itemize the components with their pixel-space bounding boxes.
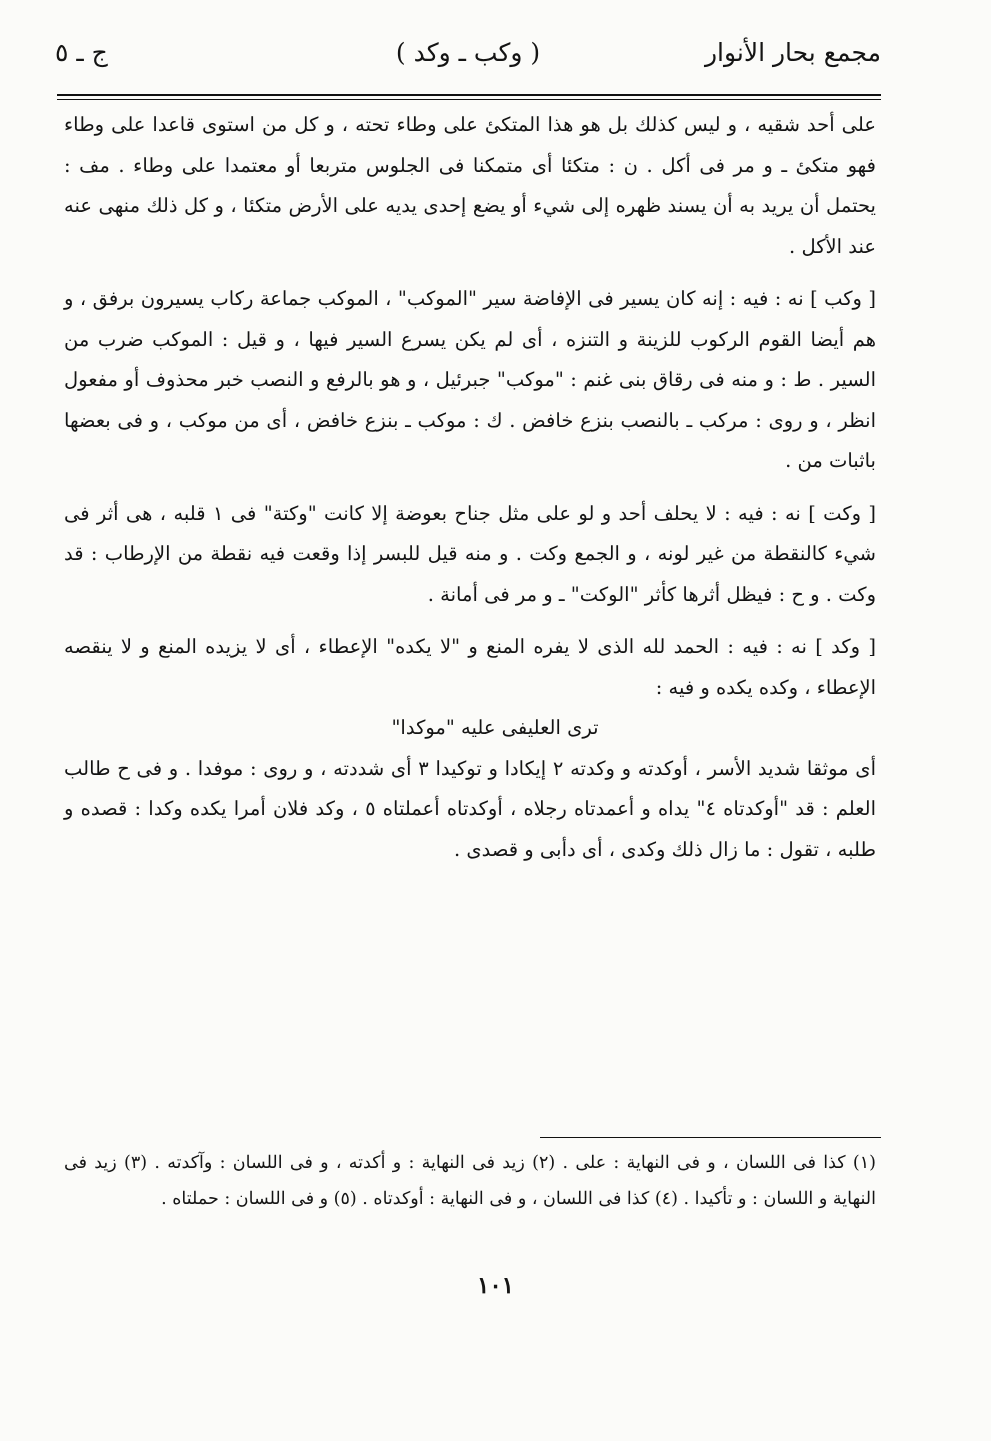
footnotes [64, 1145, 876, 1217]
volume-number: ج ـ ٥ [55, 38, 108, 67]
entry-wakad: [ وكد ] نه : فيه : الحمد لله الذى لا يفره المنع و "لا يكده" الإعطاء ، أى لا يزيده المنع و لا ينقصه الإعطاء ، وكده يكده و فيه : [64, 635, 876, 699]
header-rule-thin [57, 99, 881, 100]
footnote-text: (١) كذا فى اللسان ، و فى النهاية : على . (٢) زيد فى النهاية : و أكدته ، و فى اللسان : وآكدته . (٣) زيد فى النهاية و اللسان : و تأكيدا . (٤) كذا فى اللسان ، و فى النهاية : أوكدتاه . (٥) و فى اللسان : حملتاه . [64, 1153, 876, 1209]
book-title: مجمع بحار الأنوار [704, 38, 881, 67]
footnote-rule [540, 1137, 881, 1138]
header-rule-thick [57, 94, 881, 96]
main-text [64, 105, 876, 870]
running-header [55, 38, 881, 82]
verse-line: ترى العليفى عليه "موكدا" [391, 716, 599, 739]
paragraph-continuation: على أحد شقيه ، و ليس كذلك بل هو هذا المتكئ على وطاء تحته ، و كل من استوى قاعدا على وطاء فهو متكئ ـ و مر فى أكل . ن : متكئا أى متمكنا فى الجلوس متربعا أو معتمدا على وطاء . مف : يحتمل أن يريد به أن يسند ظهره إلى شيء أو يضع إحدى يديه على الأرض متكئا ، و كل ذلك منهى عنه عند الأكل . [64, 113, 876, 258]
page-number: ١٠١ [476, 1272, 515, 1299]
entry-range: ( وكب ـ وكد ) [395, 38, 541, 67]
entry-wakab: [ وكب ] نه : فيه : إنه كان يسير فى الإفاضة سير "الموكب" ، الموكب جماعة ركاب يسيرون برفق ، و هم أيضا القوم الركوب للزينة و التنزه ، أى لم يكن يسرع السير فيها ، و قيل : الموكب ضرب من السير . ط : و منه فى رقاق بنى غنم : "موكب" جبرئيل ، و هو بالرفع و النصب خبر محذوف أو مفعول انظر ، و روى : مركب ـ بالنصب بنزع خافض . ك : موكب ـ بنزع خافض ، أى من موكب ، و فى بعضها باثبات من . [64, 287, 876, 472]
entry-wakat: [ وكت ] نه : فيه : لا يحلف أحد و لو على مثل جناح بعوضة إلا كانت "وكتة" فى ١ قلبه ، هى أثر فى شيء كالنقطة من غير لونه ، و الجمع وكت . و منه قيل للبسر إذا وقعت فيه نقطة من الإرطاب : قد وكت . و ح : فيظل أثرها كأثر "الوكت" ـ و مر فى أمانة . [64, 501, 876, 606]
entry-wakad-continued: أى موثقا شديد الأسر ، أوكدته و وكدته ٢ إيكادا و توكيدا ٣ أى شددته ، و روى : موفدا . و فى ح طالب العلم : قد "أوكدتاه ٤" يداه و أعمدتاه رجلاه ، أوكدتاه أعملتاه ٥ ، وكد فلان أمرا يكده وكدا : قصده و طلبه ، تقول : ما زال ذلك وكدى ، أى دأبى و قصدى . [64, 756, 876, 861]
